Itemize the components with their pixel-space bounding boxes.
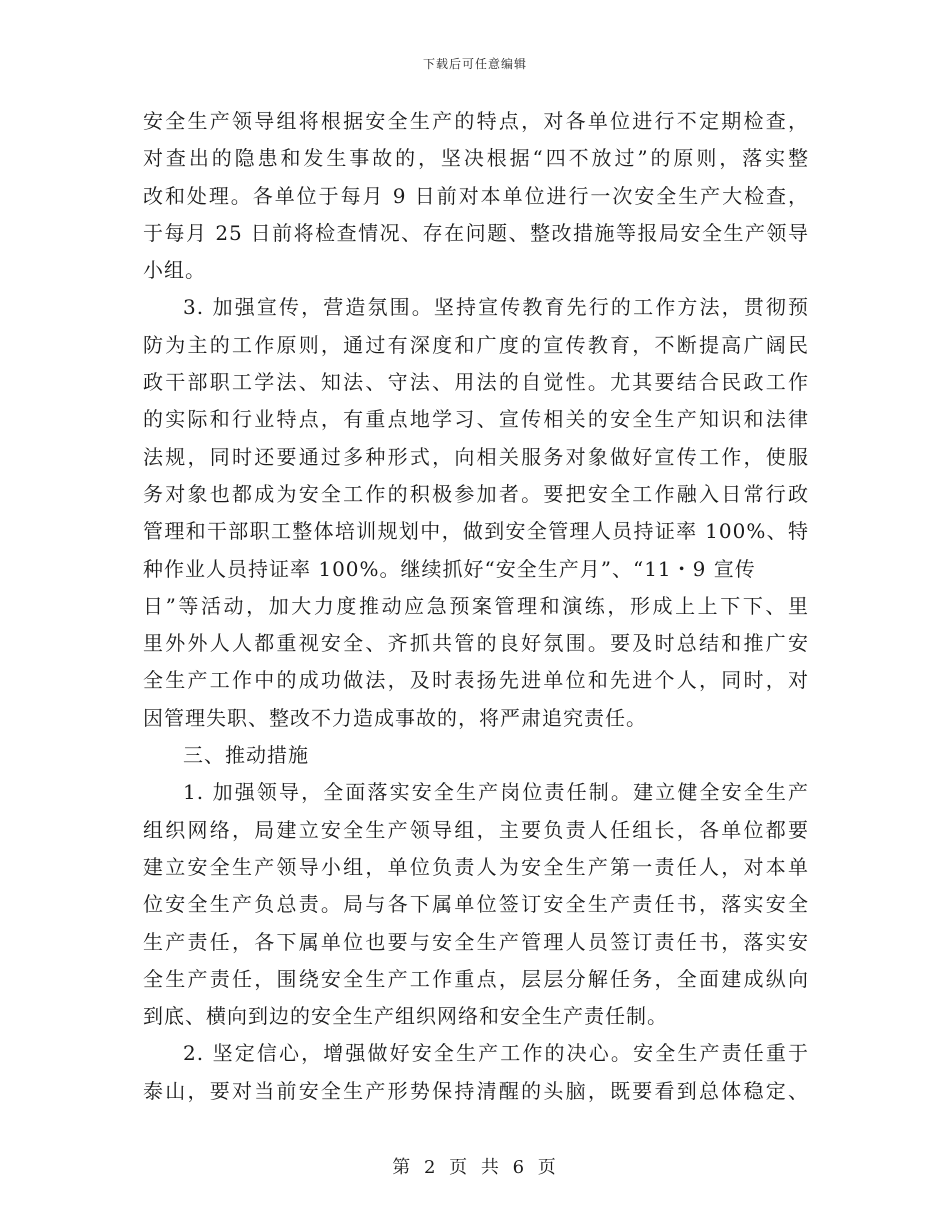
page-number-footer: 第 2 页 共 6 页	[392, 1157, 558, 1178]
text-line: 全生产责任，围绕安全生产工作重点，层层分解任务，全面建成纵向	[143, 966, 809, 991]
text-line: 日”等活动，加大力度推动应急预案管理和演练，形成上上下下、里	[143, 593, 809, 618]
text-line: 法规，同时还要通过多种形式，向相关服务对象做好宣传工作，使服	[143, 444, 809, 469]
text-line: 对查出的隐患和发生事故的，坚决根据“四不放过”的原则，落实整	[143, 146, 809, 171]
text-line: 因管理失职、整改不力造成事故的，将严肃追究责任。	[143, 705, 647, 730]
text-line: 里外外人人都重视安全、齐抓共管的良好氛围。要及时总结和推广安	[143, 631, 809, 656]
text-line: 泰山，要对当前安全生产形势保持清醒的头脑，既要看到总体稳定、	[143, 1078, 809, 1103]
text-line: 1. 加强领导，全面落实安全生产岗位责任制。建立健全安全生产	[183, 780, 809, 805]
text-line: 组织网络，局建立安全生产领导组，主要负责人任组长，各单位都要	[143, 817, 809, 842]
text-line: 改和处理。各单位于每月 9 日前对本单位进行一次安全生产大检查，	[143, 183, 809, 208]
text-line: 的实际和行业特点，有重点地学习、宣传相关的安全生产知识和法律	[143, 407, 809, 432]
text-line: 位安全生产负总责。局与各下属单位签订安全生产责任书，落实安全	[143, 892, 809, 917]
text-line: 三、推动措施	[183, 743, 309, 768]
text-line: 小组。	[143, 258, 206, 283]
document-body	[143, 103, 809, 1110]
text-line: 务对象也都成为安全工作的积极参加者。要把安全工作融入日常行政	[143, 481, 809, 506]
text-line: 种作业人员持证率 100%。继续抓好“安全生产月”、“11・9 宣传	[143, 556, 756, 581]
text-line: 全生产工作中的成功做法，及时表扬先进单位和先进个人，同时，对	[143, 668, 809, 693]
text-line: 3. 加强宣传，营造氛围。坚持宣传教育先行的工作方法，贯彻预	[183, 295, 809, 320]
text-line: 防为主的工作原则，通过有深度和广度的宣传教育，不断提高广阔民	[143, 332, 809, 357]
text-line: 到底、横向到边的安全生产组织网络和安全生产责任制。	[143, 1004, 668, 1029]
text-line: 于每月 25 日前将检查情况、存在问题、整改措施等报局安全生产领导	[143, 220, 809, 245]
text-line: 政干部职工学法、知法、守法、用法的自觉性。尤其要结合民政工作	[143, 370, 809, 395]
text-line: 建立安全生产领导小组，单位负责人为安全生产第一责任人，对本单	[143, 854, 809, 879]
page-header: 下载后可任意编辑	[422, 57, 527, 71]
text-line: 安全生产领导组将根据安全生产的特点，对各单位进行不定期检查，	[143, 109, 809, 133]
text-line: 生产责任，各下属单位也要与安全生产管理人员签订责任书，落实安	[143, 929, 809, 954]
text-line: 管理和干部职工整体培训规划中，做到安全管理人员持证率 100%、特	[143, 519, 809, 544]
text-line: 2. 坚定信心，增强做好安全生产工作的决心。安全生产责任重于	[183, 1041, 809, 1066]
